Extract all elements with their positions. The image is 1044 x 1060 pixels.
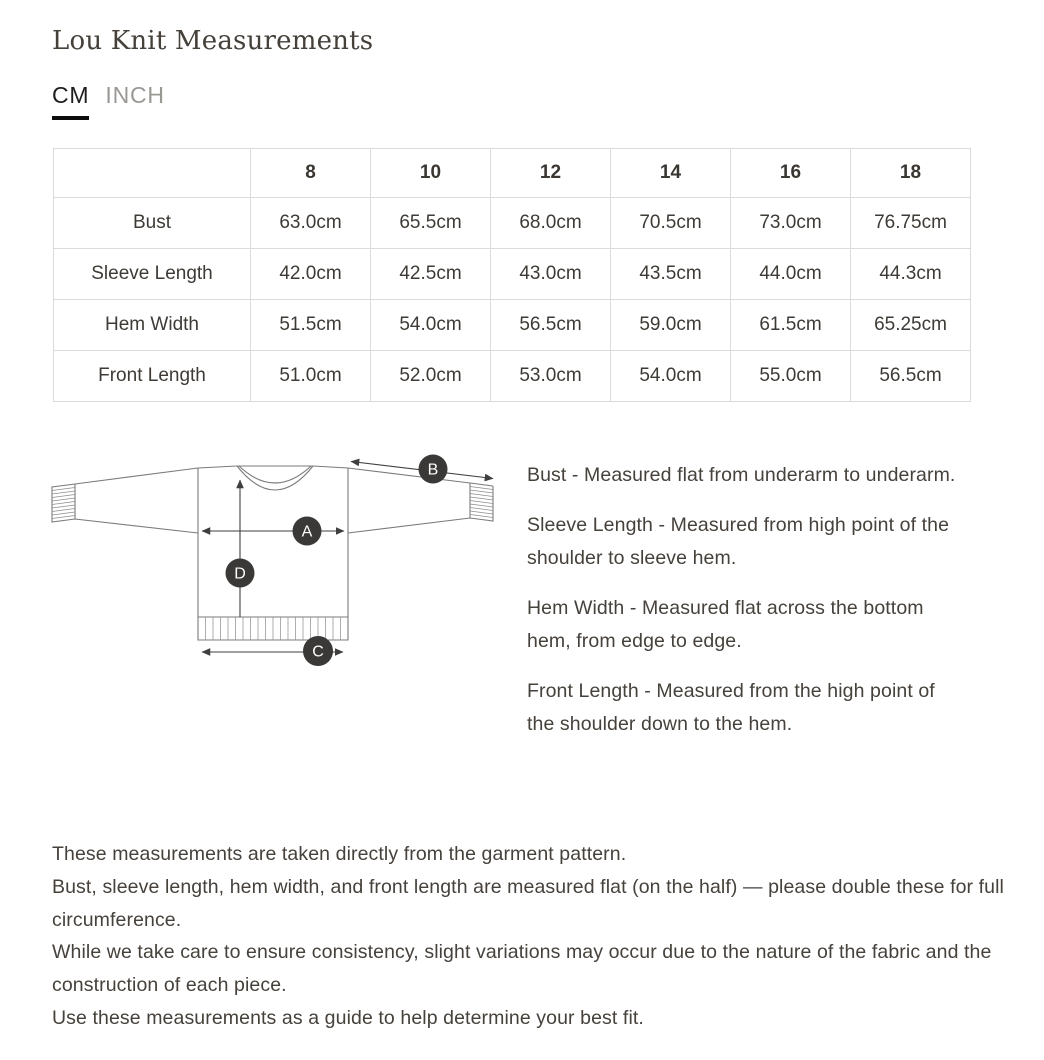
tab-cm[interactable]: CM <box>52 84 89 120</box>
row-label: Front Length <box>54 351 251 402</box>
measurement-cell: 70.5cm <box>611 198 731 249</box>
measurement-cell: 68.0cm <box>491 198 611 249</box>
measurement-cell: 59.0cm <box>611 300 731 351</box>
measurement-cell: 76.75cm <box>851 198 971 249</box>
garment-diagram <box>45 440 515 675</box>
footer-line: Bust, sleeve length, hem width, and front length are measured flat (on the half) — please double these for full circumference. <box>52 875 1004 931</box>
table-row-hem-width <box>54 300 971 351</box>
row-label: Sleeve Length <box>54 249 251 300</box>
size-col-header: 16 <box>731 149 851 198</box>
measurement-cell: 73.0cm <box>731 198 851 249</box>
measurement-cell: 56.5cm <box>491 300 611 351</box>
measurement-cell: 53.0cm <box>491 351 611 402</box>
measurement-cell: 43.5cm <box>611 249 731 300</box>
size-col-header: 18 <box>851 149 971 198</box>
label-b-text: B <box>427 461 439 479</box>
measurements-table <box>53 148 971 402</box>
row-label: Bust <box>54 198 251 249</box>
cuff-ribbing <box>52 487 493 519</box>
row-label: Hem Width <box>54 300 251 351</box>
measurement-cell: 42.5cm <box>371 249 491 300</box>
table-row-sleeve-length <box>54 249 971 300</box>
table-row-bust <box>54 198 971 249</box>
sweater-outline <box>52 466 493 640</box>
measurement-cell: 44.0cm <box>731 249 851 300</box>
size-col-header: 10 <box>371 149 491 198</box>
unit-tabs <box>52 84 165 120</box>
tab-inch[interactable]: INCH <box>105 82 165 108</box>
size-col-header: 8 <box>251 149 371 198</box>
measurement-cell: 54.0cm <box>611 351 731 402</box>
label-c-text: C <box>312 643 324 661</box>
hem-width-definition: Hem Width - Measured flat across the bottom hem, from edge to edge. <box>527 597 924 652</box>
measurement-cell: 42.0cm <box>251 249 371 300</box>
measurement-cell: 56.5cm <box>851 351 971 402</box>
empty-corner-cell <box>54 149 251 198</box>
measurement-cell: 65.5cm <box>371 198 491 249</box>
size-col-header: 14 <box>611 149 731 198</box>
measurement-cell: 52.0cm <box>371 351 491 402</box>
table-row-front-length <box>54 351 971 402</box>
measurement-cell: 65.25cm <box>851 300 971 351</box>
page-title: Lou Knit Measurements <box>52 26 374 56</box>
measurement-cell: 43.0cm <box>491 249 611 300</box>
measurement-cell: 51.5cm <box>251 300 371 351</box>
bust-definition: Bust - Measured flat from underarm to underarm. <box>527 464 956 486</box>
footer-line: These measurements are taken directly from the garment pattern. <box>52 843 627 865</box>
measurement-cell: 63.0cm <box>251 198 371 249</box>
measurement-definitions <box>527 459 961 758</box>
size-header-row <box>54 149 971 198</box>
footer-line: Use these measurements as a guide to help determine your best fit. <box>52 1006 644 1029</box>
measurement-cell: 55.0cm <box>731 351 851 402</box>
size-col-header: 12 <box>491 149 611 198</box>
footer-note <box>52 838 1004 1035</box>
footer-line: While we take care to ensure consistency, slight variations may occur due to the nature of the fabric and the construction of each piece. <box>52 941 992 997</box>
label-a-text: A <box>301 523 313 541</box>
measurement-cell: 51.0cm <box>251 351 371 402</box>
label-d-text: D <box>234 565 246 583</box>
measurement-cell: 61.5cm <box>731 300 851 351</box>
sleeve-length-definition: Sleeve Length - Measured from high point of the shoulder to sleeve hem. <box>527 514 950 569</box>
front-length-definition: Front Length - Measured from the high point of the shoulder down to the hem. <box>527 680 935 735</box>
measurement-cell: 44.3cm <box>851 249 971 300</box>
measurement-cell: 54.0cm <box>371 300 491 351</box>
